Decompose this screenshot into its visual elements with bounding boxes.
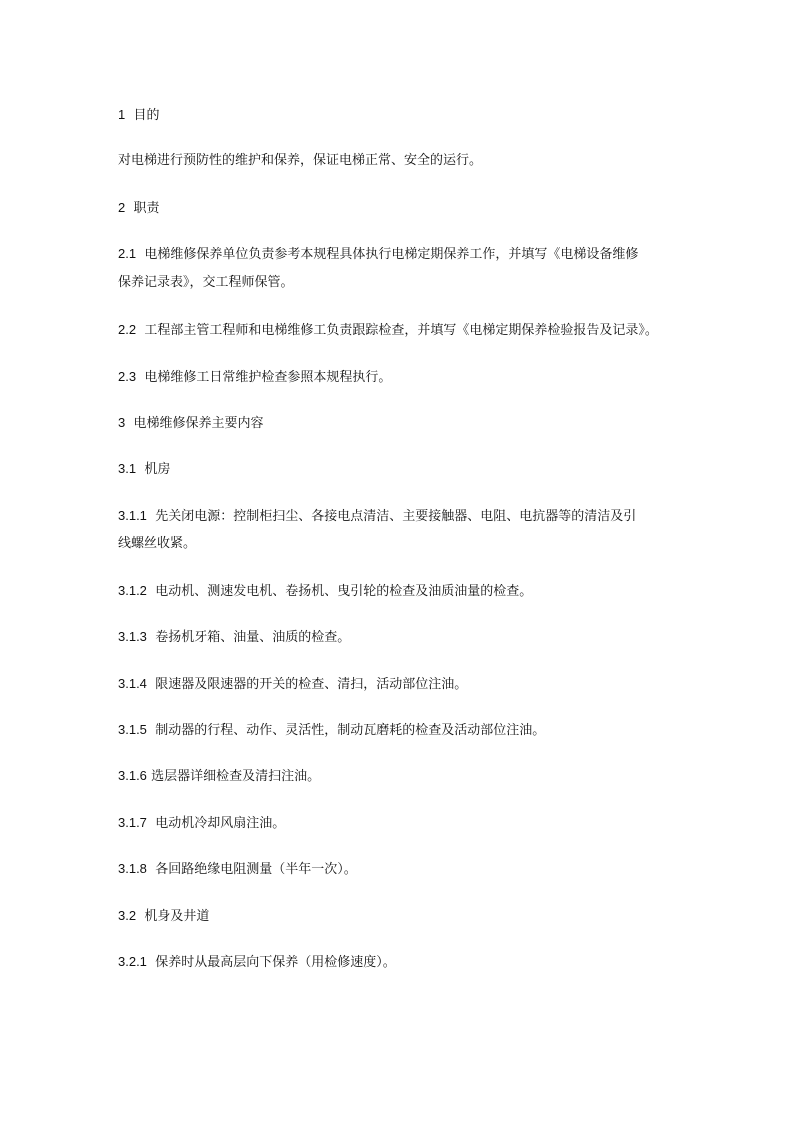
section-heading-2: 2 职责 — [118, 200, 160, 216]
clause-3-2: 3.2 机身及井道 — [118, 908, 210, 924]
section-heading-3: 3 电梯维修保养主要内容 — [118, 415, 264, 431]
paragraph-purpose: 对电梯进行预防性的维护和保养，保证电梯正常、安全的运行。 — [118, 153, 483, 168]
clause-3-1-4: 3.1.4 限速器及限速器的开关的检查、清扫，活动部位注油。 — [118, 676, 468, 692]
clause-3-1-6: 3.1.6 选层器详细检查及清扫注油。 — [118, 768, 321, 784]
clause-3-1-3: 3.1.3 卷扬机牙箱、油量、油质的检查。 — [118, 629, 351, 645]
clause-3-1-1-line-2: 线螺丝收紧。 — [118, 536, 197, 551]
clause-2-1-line-2: 保养记录表》，交工程师保管。 — [118, 275, 294, 290]
clause-3-1-7: 3.1.7 电动机冷却风扇注油。 — [118, 815, 286, 831]
clause-3-2-1: 3.2.1 保养时从最高层向下保养（用检修速度）。 — [118, 954, 396, 970]
clause-3-1-1-line-1: 3.1.1 先关闭电源：控制柜扫尘、各接电点清洁、主要接触器、电阻、电抗器等的清洁及引 — [118, 508, 637, 524]
clause-3-1-8: 3.1.8 各回路绝缘电阻测量（半年一次）。 — [118, 861, 357, 877]
section-heading-1: 1 目的 — [118, 107, 160, 123]
clause-2-2: 2.2 工程部主管工程师和电梯维修工负责跟踪检查，并填写《电梯定期保养检验报告及记录》。 — [118, 322, 658, 338]
clause-3-1-2: 3.1.2 电动机、测速发电机、卷扬机、曳引轮的检查及油质油量的检查。 — [118, 583, 533, 599]
clause-3-1-5: 3.1.5 制动器的行程、动作、灵活性，制动瓦磨耗的检查及活动部位注油。 — [118, 722, 546, 738]
clause-2-1-line-1: 2.1 电梯维修保养单位负责参考本规程具体执行电梯定期保养工作，并填写《电梯设备维修 — [118, 246, 639, 262]
clause-2-3: 2.3 电梯维修工日常维护检查参照本规程执行。 — [118, 369, 392, 385]
clause-3-1: 3.1 机房 — [118, 461, 171, 477]
